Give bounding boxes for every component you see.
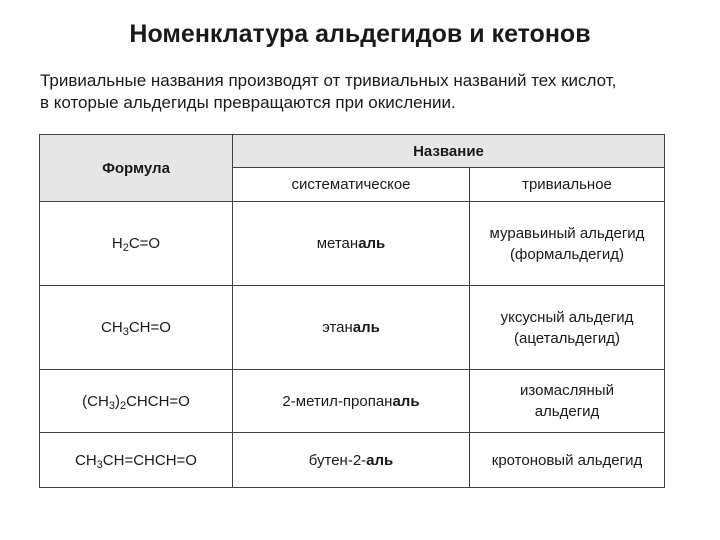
header-name: Название xyxy=(233,135,665,168)
systematic-cell: 2-метил-пропаналь xyxy=(233,370,470,433)
table-row xyxy=(40,286,665,370)
trivial-cell: кротоновый альдегид xyxy=(470,433,665,488)
table-row xyxy=(40,433,665,488)
header-trivial: тривиальное xyxy=(470,168,665,202)
formula-cell: $(CH_3)_2CHCH=O$ xyxy=(40,370,233,433)
trivial-cell: изомасляный альдегид xyxy=(470,370,665,433)
table-row xyxy=(40,370,665,433)
systematic-cell: бутен-2-аль xyxy=(233,433,470,488)
nomenclature-table xyxy=(39,134,665,488)
formula-cell: $CH_3CH=O$ xyxy=(40,286,233,370)
table-row xyxy=(40,202,665,286)
systematic-cell: этаналь xyxy=(233,286,470,370)
trivial-cell: муравьиный альдегид (формальдегид) xyxy=(470,202,665,286)
header-formula: Формула xyxy=(40,135,233,202)
trivial-cell: уксусный альдегид (ацетальдегид) xyxy=(470,286,665,370)
page-title: Номенклатура альдегидов и кетонов xyxy=(129,20,591,48)
intro-line-2: в которые альдегиды превращаются при окислении. xyxy=(40,93,456,112)
formula-cell: $H_2C=O$ xyxy=(40,202,233,286)
intro-text xyxy=(40,70,690,114)
intro-line-1: Тривиальные названия производят от тривиальных названий тех кислот, xyxy=(40,71,617,90)
header-systematic: систематическое xyxy=(233,168,470,202)
formula-cell: $CH_3CH=CHCH=O$ xyxy=(40,433,233,488)
systematic-cell: метаналь xyxy=(233,202,470,286)
